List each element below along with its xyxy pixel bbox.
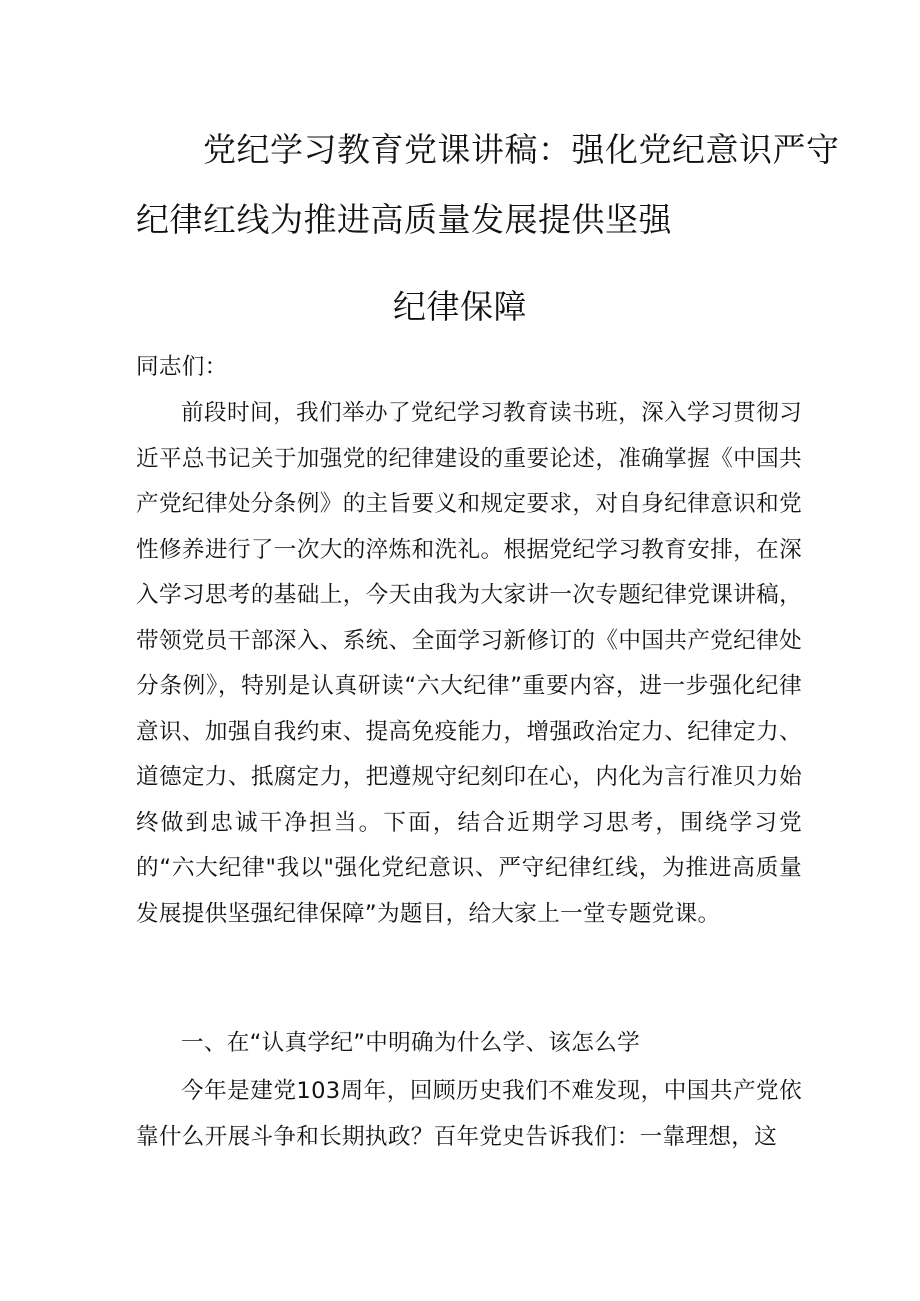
document-title-line-3: 纪律保障: [393, 287, 527, 326]
document-title-line-2: 纪律红线为推进高质量发展提供坚强: [136, 200, 672, 239]
salutation: 同志们：: [136, 354, 228, 380]
body-paragraph-intro: 前段时间，我们举办了党纪学习教育读书班，深入学习贯彻习近平总书记关于加强党的纪律建设的重要论述，准确掌握《中国共产党纪律处分条例》的主旨要义和规定要求，对自身纪律意识和党性修养进行了一次大的淬炼和洗礼。根据党纪学习教育安排，在深入学习思考的基础上，今天由我为大家讲一次专题纪律党课讲稿，带领党员干部深入、系统、全面学习新修订的《中国共产党纪律处分条例》，特别是认真研读“六大纪律”重要内容，进一步强化纪律意识、加强自我约束、提高免疫能力，增强政治定力、纪律定力、道德定力、抵腐定力，把遵规守纪刻印在心，内化为言行准贝力始终做到忠诚干净担当。下面，结合近期学习思考，围绕学习党的“六大纪律"我以"强化党纪意识、严守纪律红线，为推进高质量发展提供坚强纪律保障”为题目，给大家上一堂专题党课。: [136, 400, 802, 927]
body-paragraph-history: 今年是建党103周年，回顾历史我们不难发现，中国共产党依靠什么开展斗争和长期执政？百年党史告诉我们：一靠理想，这: [136, 1078, 802, 1150]
document-title-line-1: 党纪学习教育党课讲稿：强化党纪意识严守: [203, 130, 840, 169]
section-heading-1: 一、在“认真学纪”中明确为什么学、该怎么学: [181, 1030, 640, 1056]
